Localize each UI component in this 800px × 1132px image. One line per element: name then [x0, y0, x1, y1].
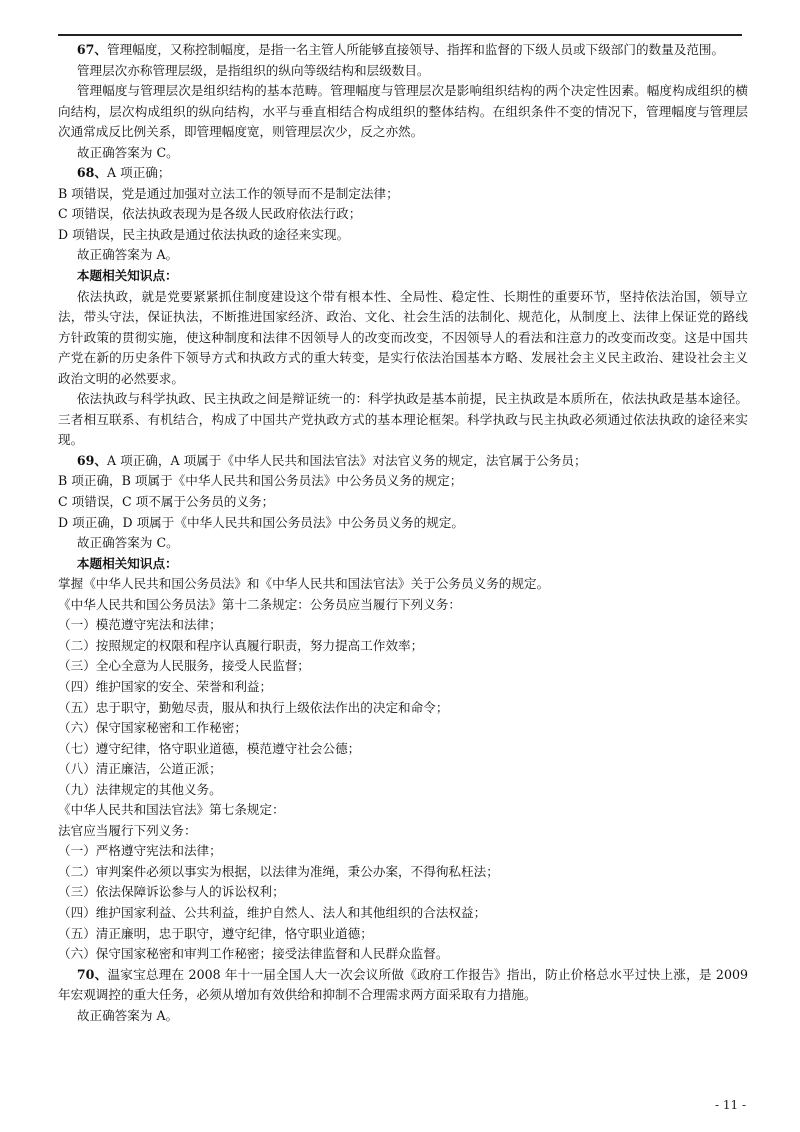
paragraph-text: A 项正确，A 项属于《中华人民共和国法官法》对法官义务的规定，法官属于公务员；: [107, 452, 587, 468]
paragraph-text: （五）忠于职守，勤勉尽责，服从和执行上级依法作出的决定和命令；: [58, 699, 449, 715]
paragraph: [58, 739, 748, 760]
paragraph-text: 依法执政，就是党要紧紧抓住制度建设这个带有根本性、全局性、稳定性、长期性的重要环节，坚持依法治国，领导立法，带头守法，保证执法，不断推进国家经济、政治、文化、社会生活的法制化、规范化，从制度上、法律上保证党的路线方针政策的贯彻实施，使这种制度和法律不因领导人的改变而改变，不因领导人的看法和注意力的改变而改变。这是中国共产党在新的历史条件下领导方式和执政方式的重大转变，是实行依法治国基本方略、发展社会主义民主政治、建设社会主义政治文明的必然要求。: [58, 288, 748, 386]
paragraph-text: 本题相关知识点：: [76, 268, 178, 284]
question-number: 67、: [76, 42, 108, 57]
paragraph: [58, 965, 748, 1006]
paragraph-text: 依法执政与科学执政、民主执政之间是辩证统一的：科学执政是基本前提，民主执政是本质所在，依法执政是基本途径。三者相互联系、有机结合，构成了中国共产党执政方式的基本理论框架。科学执政与民主执政必须通过依法执政的途径来实现。: [58, 391, 748, 448]
paragraph-text: 故正确答案为 A。: [76, 1007, 179, 1023]
paragraph: [58, 800, 748, 821]
paragraph: [58, 595, 748, 616]
paragraph-text: 故正确答案为 A。: [76, 247, 179, 263]
paragraph: [58, 656, 748, 677]
paragraph: [58, 245, 748, 266]
paragraph-text: 《中华人民共和国法官法》第七条规定：: [58, 802, 285, 818]
paragraph-text: D 项正确，D 项属于《中华人民共和国公务员法》中公务员义务的规定。: [58, 514, 465, 530]
paragraph: [58, 81, 748, 143]
paragraph-text: 管理幅度与管理层次是组织结构的基本范畴。管理幅度与管理层次是影响组织结构的两个决定性因素。幅度构成组织的横向结构，层次构成组织的纵向结构，水平与垂直相结合构成组织的整体结构。在组织条件不变的情况下，管理幅度与管理层次通常成反比例关系，即管理幅度宽，则管理层次少，反之亦然。: [58, 83, 748, 140]
question-number: 69、: [76, 452, 108, 468]
paragraph: [58, 841, 748, 862]
paragraph: [58, 184, 748, 205]
paragraph: [58, 759, 748, 780]
paragraph-text: B 项错误，党是通过加强对立法工作的领导而不是制定法律；: [58, 185, 399, 201]
paragraph: [58, 574, 748, 595]
paragraph: [58, 225, 748, 246]
paragraph-text: （一）模范遵守宪法和法律；: [58, 617, 222, 633]
paragraph-text: 故正确答案为 C。: [76, 144, 179, 160]
paragraph: [58, 677, 748, 698]
paragraph: [58, 903, 748, 924]
paragraph-text: （八）清正廉洁，公道正派；: [58, 761, 222, 777]
paragraph-text: A 项正确；: [107, 165, 171, 181]
paragraph: [58, 513, 748, 534]
paragraph: [58, 389, 748, 451]
paragraph-text: （七）遵守纪律，恪守职业道德，模范遵守社会公德；: [58, 740, 361, 756]
paragraph-text: 法官应当履行下列义务：: [58, 822, 197, 838]
paragraph: [58, 204, 748, 225]
paragraph: [58, 492, 748, 513]
paragraph: [58, 718, 748, 739]
paragraph-text: （三）依法保障诉讼参与人的诉讼权利；: [58, 884, 285, 900]
paragraph-text: （六）保守国家秘密和审判工作秘密；接受法律监督和人民群众监督。: [58, 946, 449, 962]
paragraph-text: 管理层次亦称管理层级，是指组织的纵向等级结构和层级数目。: [76, 62, 430, 78]
paragraph-text: （五）清正廉明，忠于职守，遵守纪律，恪守职业道德；: [58, 925, 373, 941]
paragraph-text: （二）按照规定的权限和程序认真履行职责，努力提高工作效率；: [58, 637, 424, 653]
page-number: - 11 -: [715, 1098, 747, 1112]
paragraph-text: 本题相关知识点：: [76, 555, 178, 571]
paragraph-text: （九）法律规定的其他义务。: [58, 781, 222, 797]
paragraph-text: （二）审判案件必须以事实为根据，以法律为准绳，秉公办案，不得徇私枉法；: [58, 863, 499, 879]
paragraph-text: （三）全心全意为人民服务，接受人民监督；: [58, 658, 310, 674]
paragraph: [58, 636, 748, 657]
paragraph: [58, 61, 748, 82]
paragraph: [58, 821, 748, 842]
paragraph: [58, 698, 748, 719]
paragraph-text: 掌握《中华人民共和国公务员法》和《中华人民共和国法官法》关于公务员义务的规定。: [58, 576, 550, 592]
paragraph: [58, 924, 748, 945]
paragraph-text: （四）维护国家的安全、荣誉和利益；: [58, 678, 273, 694]
paragraph: [58, 944, 748, 965]
paragraph-text: （一）严格遵守宪法和法律；: [58, 843, 222, 859]
paragraph: [58, 163, 748, 184]
document-body: [58, 40, 748, 1026]
paragraph-text: 《中华人民共和国公务员法》第十二条规定：公务员应当履行下列义务：: [58, 596, 461, 612]
paragraph-text: D 项错误，民主执政是通过依法执政的途径来实现。: [58, 226, 350, 242]
paragraph: [58, 882, 748, 903]
paragraph-text: （六）保守国家秘密和工作秘密；: [58, 720, 247, 736]
paragraph: [58, 451, 748, 472]
paragraph: [58, 40, 748, 61]
paragraph-text: 故正确答案为 C。: [76, 535, 179, 551]
paragraph-text: C 项错误，C 项不属于公务员的义务；: [58, 494, 275, 510]
paragraph: [58, 615, 748, 636]
question-number: 70、: [76, 966, 108, 982]
header-rule: [58, 34, 742, 36]
paragraph: [58, 780, 748, 801]
paragraph: [58, 862, 748, 883]
paragraph-text: B 项正确，B 项属于《中华人民共和国公务员法》中公务员义务的规定；: [58, 473, 463, 489]
paragraph: [58, 554, 748, 575]
paragraph: [58, 471, 748, 492]
paragraph-text: 温家宝总理在 2008 年十一届全国人大一次会议所做《政府工作报告》指出，防止价格总水平过快上涨，是 2009 年宏观调控的重大任务，必须从增加有效供给和抑制不合理需求两方面采取有力措施。: [58, 966, 748, 1003]
question-number: 68、: [76, 165, 108, 181]
paragraph: [58, 143, 748, 164]
paragraph: [58, 287, 748, 390]
paragraph: [58, 266, 748, 287]
paragraph: [58, 533, 748, 554]
paragraph-text: （四）维护国家利益、公共利益，维护自然人、法人和其他组织的合法权益；: [58, 904, 487, 920]
paragraph-text: C 项错误，依法执政表现为是各级人民政府依法行政；: [58, 206, 362, 222]
paragraph: [58, 1006, 748, 1027]
paragraph-text: 管理幅度，又称控制幅度，是指一名主管人所能够直接领导、指挥和监督的下级人员或下级部门的数量及范围。: [107, 42, 725, 57]
